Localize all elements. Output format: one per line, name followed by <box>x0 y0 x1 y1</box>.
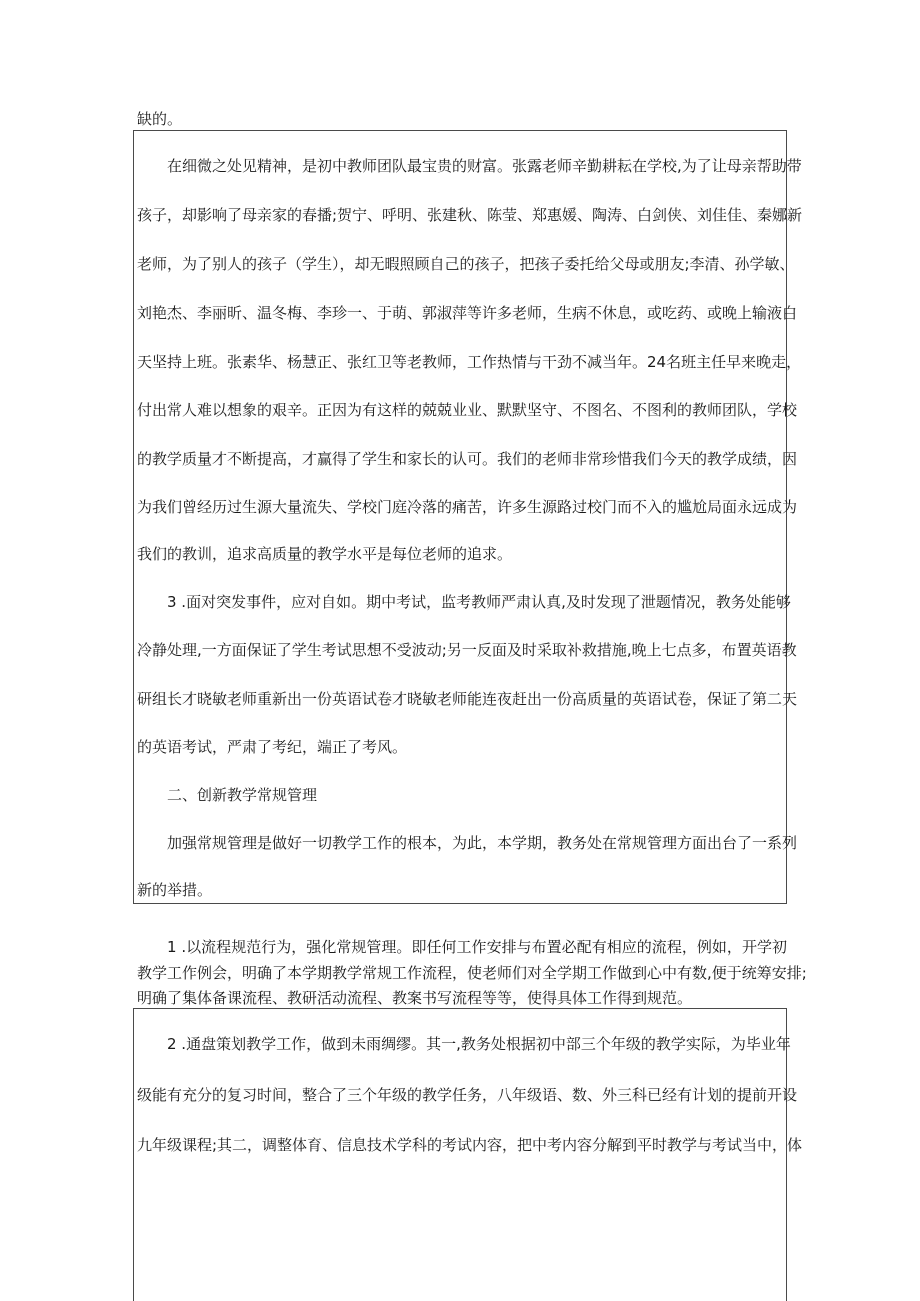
paragraph-line: 天坚持上班。张素华、杨慧正、张红卫等老教师，工作热情与干劲不减当年。24名班主任早来晚走， <box>137 353 802 371</box>
paragraph-line: 孩子，却影响了母亲家的春播;贺宁、呼明、张建秋、陈莹、郑惠媛、陶涛、白剑侠、刘佳佳、秦娜新 <box>137 206 803 224</box>
paragraph-line: 缺的。 <box>137 110 183 128</box>
paragraph-line: 的教学质量才不断提高，才赢得了学生和家长的认可。我们的老师非常珍惜我们今天的教学成绩，因 <box>137 450 798 468</box>
paragraph-line: 老师，为了别人的孩子（学生），却无暇照顾自己的孩子，把孩子委托给父母或朋友;李清、孙学敏、 <box>137 255 795 273</box>
paragraph-line: 九年级课程;其二，调整体育、信息技术学科的考试内容，把中考内容分解到平时教学与考试当中，体 <box>137 1136 803 1154</box>
paragraph-line: 研组长才晓敏老师重新出一份英语试卷才晓敏老师能连夜赶出一份高质量的英语试卷，保证了第二天 <box>137 690 798 708</box>
paragraph-line: 1 .以流程规范行为，强化常规管理。即任何工作安排与布置必配有相应的流程，例如，开学初 <box>167 938 787 956</box>
paragraph-line: 级能有充分的复习时间，整合了三个年级的教学任务，八年级语、数、外三科已经有计划的提前开设 <box>137 1086 798 1104</box>
paragraph-line: 我们的教训，追求高质量的教学水平是每位老师的追求。 <box>137 545 513 563</box>
paragraph-line: 2 .通盘策划教学工作，做到未雨绸缪。其一,教务处根据初中部三个年级的教学实际，为毕业年 <box>167 1035 791 1053</box>
paragraph-line: 在细微之处见精神，是初中教师团队最宝贵的财富。张露老师辛勤耕耘在学校,为了让母亲帮助带 <box>167 157 802 175</box>
paragraph-line: 明确了集体备课流程、教研活动流程、教案书写流程等等，使得具体工作得到规范。 <box>137 989 693 1007</box>
paragraph-line: 新的举措。 <box>137 881 213 899</box>
paragraph-line: 刘艳杰、李丽昕、温冬梅、李珍一、于萌、郭淑萍等许多老师，生病不休息，或吃药、或晚上输液白 <box>137 304 798 322</box>
paragraph-line: 的英语考试，严肃了考纪，端正了考风。 <box>137 738 408 756</box>
paragraph-line: 加强常规管理是做好一切教学工作的根本，为此，本学期，教务处在常规管理方面出台了一系列 <box>167 834 798 852</box>
section-heading: 二、创新教学常规管理 <box>167 786 318 804</box>
paragraph-line: 为我们曾经历过生源大量流失、学校门庭冷落的痛苦，许多生源路过校门而不入的尴尬局面永远成为 <box>137 498 798 516</box>
paragraph-line: 冷静处理,一方面保证了学生考试思想不受波动;另一反面及时采取补救措施,晚上七点多，布置英语教 <box>137 641 797 659</box>
paragraph-line: 教学工作例会，明确了本学期教学常规工作流程，使老师们对全学期工作做到心中有数,便于统筹安排; <box>137 964 807 982</box>
paragraph-line: 付出常人难以想象的艰辛。正因为有这样的兢兢业业、默默坚守、不图名、不图利的教师团队，学校 <box>137 401 798 419</box>
paragraph-line: 3 .面对突发事件，应对自如。期中考试，监考教师严肃认真,及时发现了泄题情况，教务处能够 <box>167 593 791 611</box>
